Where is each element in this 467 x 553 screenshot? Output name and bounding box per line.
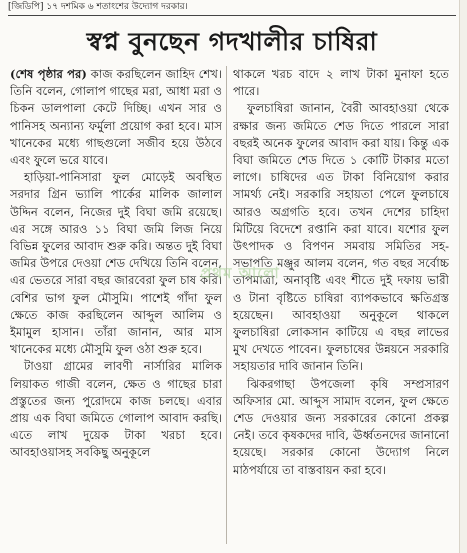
column-divider: [226, 66, 227, 544]
left-column: [10, 66, 222, 546]
right-paragraph-3: ঝিকরগাছা উপজেলা কৃষি সম্প্রসারণ অফিসার মো. আব্দুস সামাদ বলেন, ফুল ক্ষেতে শেড দেওয়ার জন্য সরকারের কোনো প্রকল্প নেই। তবে কৃষকদের দাবি, ঊর্ধ্বতনদের জানানো হয়েছে। সরকার কোনো উদ্যোগ নিলে মাঠপর্যায়ে তা বাস্তবায়ন করা হবে।: [233, 376, 449, 477]
left-paragraph-1: [10, 66, 222, 169]
right-column: [233, 66, 449, 546]
continued-tag: (শেষ পৃষ্ঠার পর): [10, 67, 87, 81]
right-paragraph-1: থাকলে খরচ বাদে ২ লাখ টাকা মুনাফা হতে পারে।: [233, 67, 449, 99]
paragraph-text: কাজ করছিলেন জাহিদ শেখ। তিনি বলেন, গোলাপ গাছের মরা, আধা মরা ও চিকন ডালপালা কেটে দিচ্ছি। এখন সার ও পানিসহ অন্যান্য ফর্মুলা প্রয়োগ করা হবে। মাস খানেকের মধ্যে গাছগুলো সজীব হয়ে উঠবে এবং ফুলে ভরে যাবে।: [10, 67, 222, 168]
left-paragraph-2: হাড়িয়া-পানিসারা ফুল মোড়েই অবস্থিত সরদার গ্রিন ভ্যালি পার্কের মালিক জালাল উদ্দিন বলেন, নিজের দুই বিঘা জমি রয়েছে। এর সঙ্গে আরও ১১ বিঘা জমি লিজ নিয়ে বিভিন্ন ফুলের আবাদ শুরু করি। অন্তত দুই বিঘা জমির উপরে দেওয়া শেড দেখিয়ে তিনি বলেন, এর ভেতরে সারা বছর জারবেরা ফুল চাষ করি। বেশির ভাগ ফুল মৌসুমি। পাশেই গাঁদা ফুল ক্ষেতে কাজ করছিলেন আব্দুল আলিম ও ইমামুল হাসান। তাঁরা জানান, আর মাস খানেকের মধ্যে মৌসুমি ফুল ওঠা শুরু হবে।: [10, 170, 222, 357]
article-headline: স্বপ্ন বুনছেন গদখালীর চাষিরা: [86, 27, 378, 56]
page-edge-strip: [459, 0, 467, 553]
left-paragraph-3: টাওয়া গ্রামের লাবণী নার্সারির মালিক লিয়াকত গাজী বলেন, ক্ষেত ও গাছের চারা প্রস্তুতের জন্য পুরোদমে কাজ চলছে। এবার প্রায় এক বিঘা জমিতে গোলাপ আবাদ করছি। এতে লাখ দুয়েক টাকা খরচা হবে। আবহাওয়াসহ সবকিছু অনুকূলে: [10, 359, 222, 460]
top-rule: [8, 15, 456, 16]
previous-article-tail: [জিডিপি] ১৭ দশমিক ৬ শতাংশের উদ্যোগ দরকার।: [8, 2, 188, 12]
publisher-watermark: প্রথম আলো: [200, 264, 280, 282]
right-paragraph-2: ফুলচাষিরা জানান, বৈরী আবহাওয়া থেকে রক্ষার জন্য জমিতে শেড দিতে পারলে সারা বছরই অনেক ফুলের আবাদ করা যায়। কিন্তু এক বিঘা জমিতে শেড দিতে ১ কোটি টাকার মতো লাগে। চাষিদের এত টাকা বিনিয়োগ করার সামর্থ্য নেই। সরকারি সহায়তা পেলে ফুলচাষে আরও অগ্রগতি হবে। তখন দেশের চাহিদা মিটিয়ে বিদেশে রপ্তানি করা যাবে। যশোর ফুল উৎপাদক ও বিপণন সমবায় সমিতির সহ-সভাপতি মঞ্জুর আলম বলেন, গত বছর সর্বোচ্চ তাপমাত্রা, অনাবৃষ্টি এবং শীতে দুই দফায় ভারী ও টানা বৃষ্টিতে চাষিরা ব্যাপকভাবে ক্ষতিগ্রস্ত হয়েছেন। আবহাওয়া অনুকূলে থাকলে ফুলচাষিরা লোকসান কাটিয়ে এ বছর লাভের মুখ দেখতে পাবেন। ফুলচাষের উন্নয়নে সরকারি সহায়তার দাবি জানান তিনি।: [233, 101, 449, 374]
